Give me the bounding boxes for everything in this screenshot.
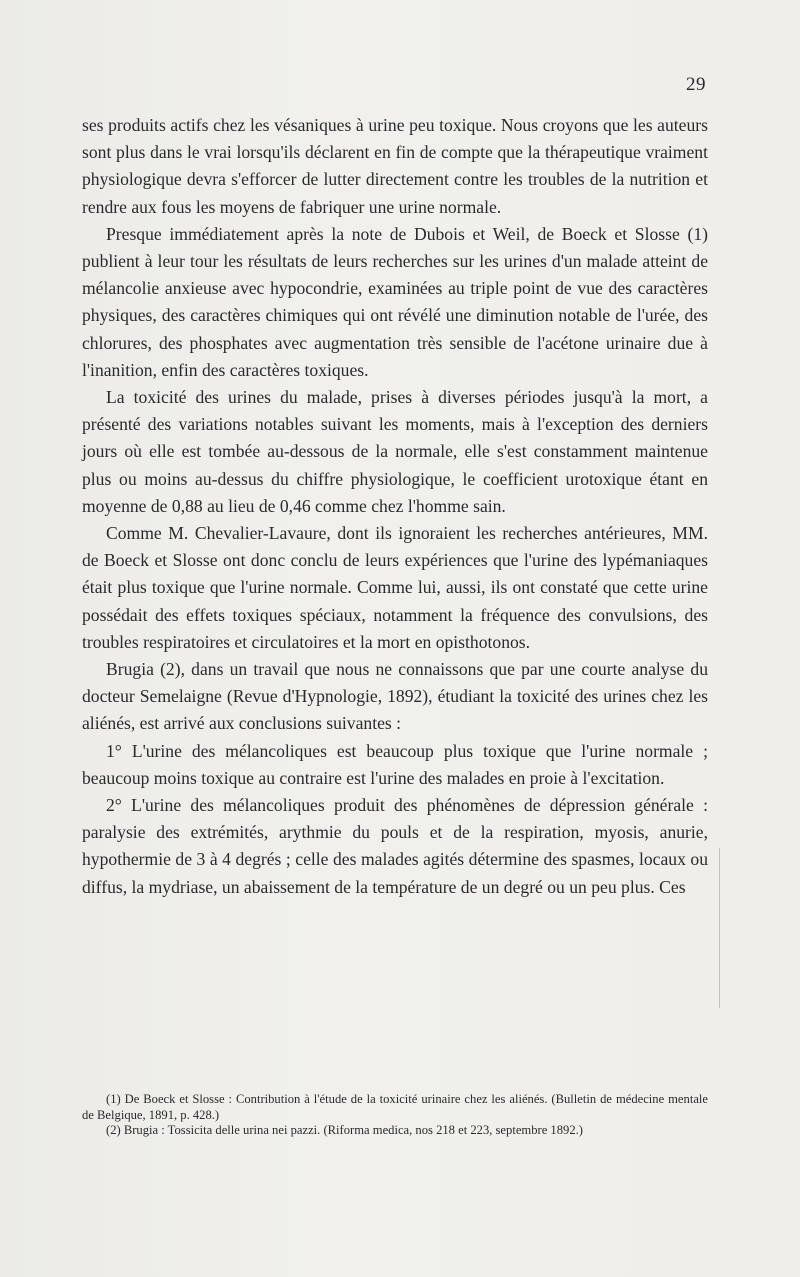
margin-mark bbox=[719, 848, 720, 1008]
footnote-1: (1) De Boeck et Slosse : Contribution à l'étude de la toxicité urinaire chez les aliénés. (Bulletin de médecine mentale de Belgique, 1891, p. 428.) bbox=[82, 1092, 708, 1122]
footnotes bbox=[82, 1092, 708, 1139]
paragraph-brugia: Brugia (2), dans un travail que nous ne connaissons que par une courte analyse du docteur Semelaigne (Revue d'Hypnologie, 1892), étudiant la toxicité des urines chez les aliénés, est arrivé aux conclusions suivantes : bbox=[82, 659, 708, 734]
paragraph-continuation: ses produits actifs chez les vésaniques à urine peu toxique. Nous croyons que les auteurs sont plus dans le vrai lorsqu'ils déclarent en fin de compte que la thérapeutique vraiment physiologique devra s'efforcer de lutter directement contre les troubles de la nutrition et rendre aux fous les moyens de fabriquer une urine normale. bbox=[82, 115, 708, 217]
conclusion-1: 1° L'urine des mélancoliques est beaucoup plus toxique que l'urine normale ; beaucoup moins toxique au contraire est l'urine des malades en proie à l'excitation. bbox=[82, 740, 708, 788]
body-text bbox=[82, 112, 708, 901]
paragraph-boeck-slosse: Presque immédiatement après la note de Dubois et Weil, de Boeck et Slosse (1) publient à leur tour les résultats de leurs recherches sur les urines d'un malade atteint de mélancolie anxieuse avec hypocondrie, examinées au triple point de vue des caractères physiques, des caractères chimiques qui ont révélé une diminution notable de l'urée, des chlorures, des phosphates avec augmentation très sensible de l'acétone urinaire due à l'inanition, enfin des caractères toxiques. bbox=[82, 223, 708, 380]
page-number: 29 bbox=[686, 74, 706, 95]
footnote-2: (2) Brugia : Tossicita delle urina nei pazzi. (Riforma medica, nos 218 et 223, septembre 1892.) bbox=[106, 1123, 583, 1138]
paragraph-chevalier-lavaure: Comme M. Chevalier-Lavaure, dont ils ignoraient les recherches antérieures, MM. de Boeck et Slosse ont donc conclu de leurs expériences que l'urine des lypémaniaques était plus toxique que l'urine normale. Comme lui, aussi, ils ont constaté que cette urine possédait des effets toxiques spéciaux, notamment la fréquence des convulsions, des troubles respiratoires et circulatoires et la mort en opisthotonos. bbox=[82, 523, 708, 652]
paragraph-toxicite: La toxicité des urines du malade, prises à diverses périodes jusqu'à la mort, a présenté des variations notables suivant les moments, mais à l'exception des derniers jours où elle est tombée au-dessous de la normale, elle s'est constamment maintenue plus ou moins au-dessus du chiffre physiologique, le coefficient urotoxique étant en moyenne de 0,88 au lieu de 0,46 comme chez l'homme sain. bbox=[82, 387, 708, 516]
conclusion-2: 2° L'urine des mélancoliques produit des phénomènes de dépression générale : paralysie des extrémités, arythmie du pouls et de la respiration, myosis, anurie, hypothermie de 3 à 4 degrés ; celle des malades agités détermine des spasmes, locaux ou diffus, la mydriase, un abaissement de la température de un degré ou un peu plus. Ces bbox=[82, 795, 708, 897]
